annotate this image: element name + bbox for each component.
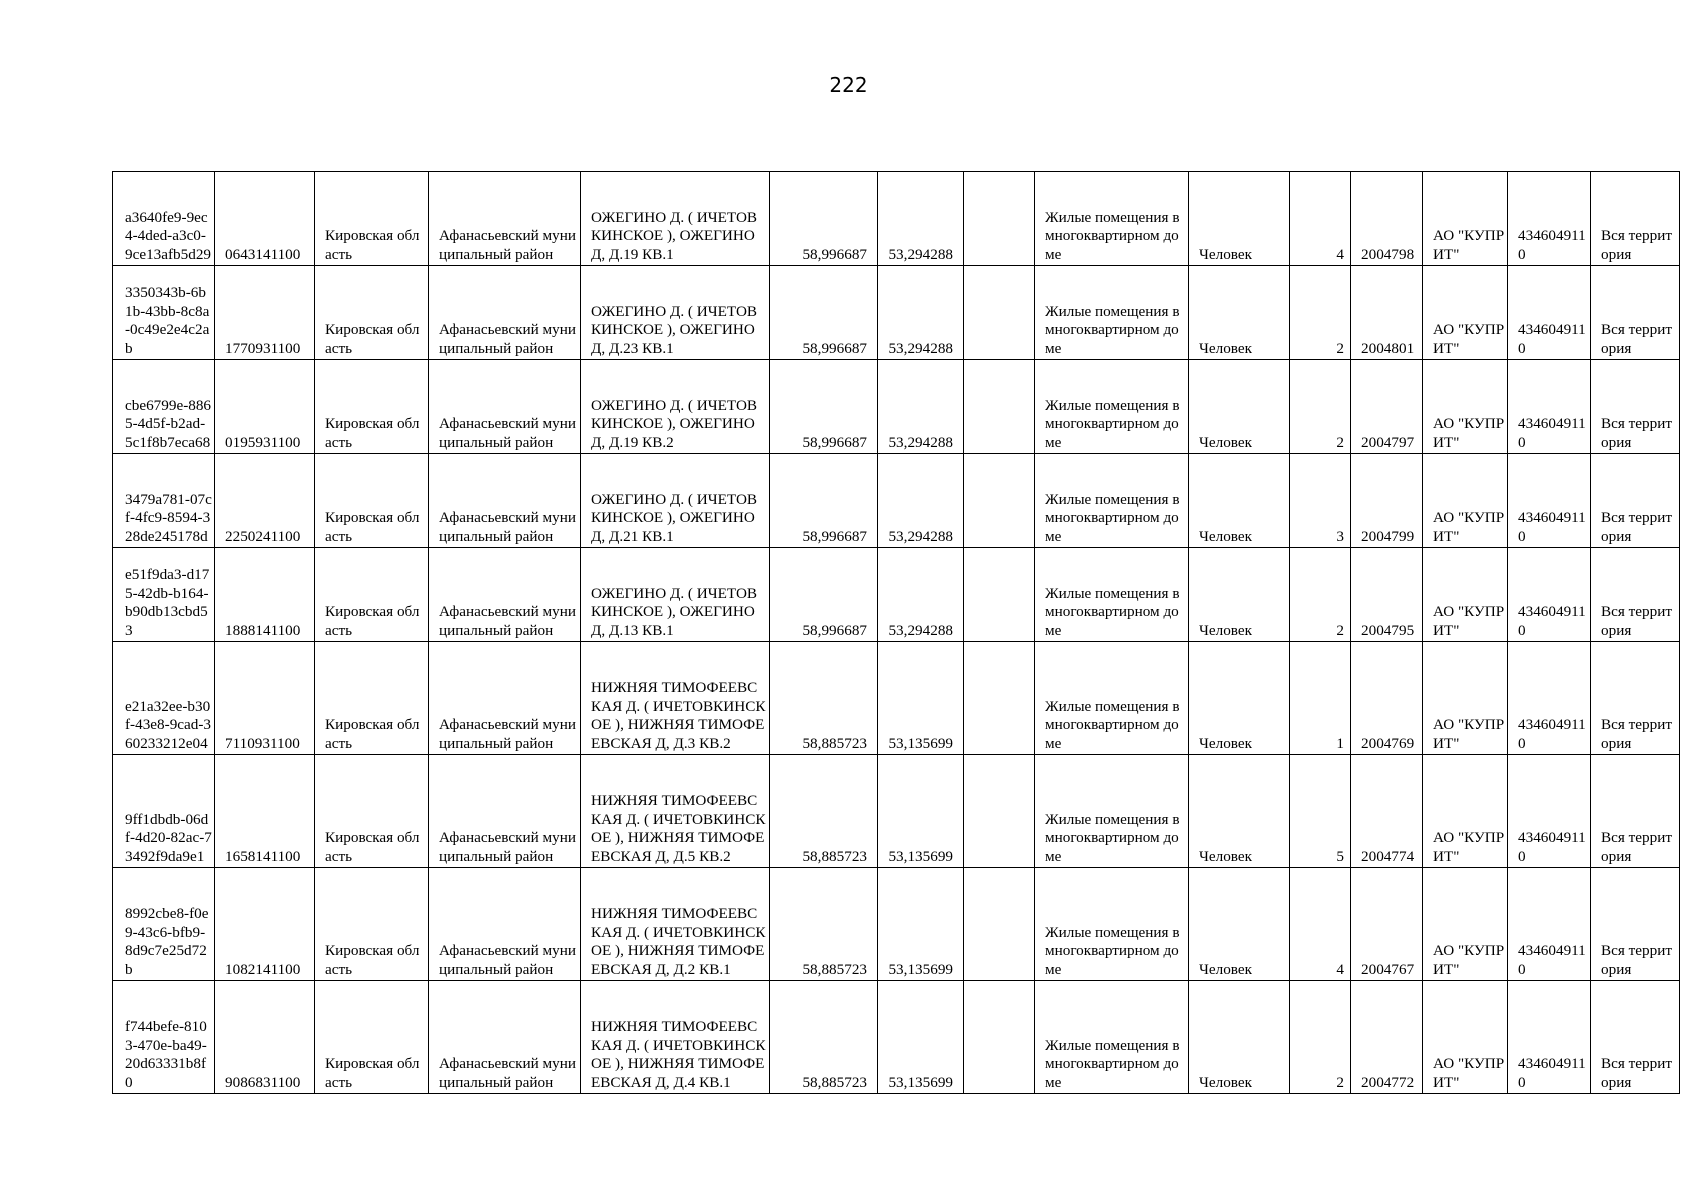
cell-id: 8992cbe8-f0e9-43c6-bfb9-8d9c7e25d72b [113, 868, 215, 981]
cell-object-number: 2004774 [1351, 755, 1423, 868]
cell-id: 9ff1dbdb-06df-4d20-82ac-73492f9da9e1 [113, 755, 215, 868]
cell-id: e51f9da3-d175-42db-b164-b90db13cbd53 [113, 548, 215, 642]
cell-territory: Вся территория [1591, 868, 1680, 981]
cell-organization: АО "КУПРИТ" [1423, 868, 1508, 981]
cell-district: Афанасьевский муниципальный район [429, 548, 581, 642]
cell-territory: Вся территория [1591, 548, 1680, 642]
registry-table [112, 171, 1680, 1094]
table-row [113, 981, 1680, 1094]
cell-latitude: 58,996687 [770, 266, 878, 360]
table-row [113, 172, 1680, 266]
cell-inn: 4346049110 [1508, 981, 1591, 1094]
cell-address: НИЖНЯЯ ТИМОФЕЕВСКАЯ Д. ( ИЧЕТОВКИНСКОЕ ), НИЖНЯЯ ТИМОФЕЕВСКАЯ Д, Д.5 КВ.2 [581, 755, 770, 868]
cell-region: Кировская область [315, 755, 429, 868]
cell-object-type: Жилые помещения в многоквартирном доме [1035, 642, 1189, 755]
table-row [113, 755, 1680, 868]
table-row [113, 454, 1680, 548]
cell-latitude: 58,885723 [770, 642, 878, 755]
cell-inn: 4346049110 [1508, 548, 1591, 642]
cell-object-number: 2004798 [1351, 172, 1423, 266]
cell-code: 0195931100 [215, 360, 315, 454]
table-row [113, 360, 1680, 454]
cell-inn: 4346049110 [1508, 266, 1591, 360]
cell-unit: Человек [1189, 360, 1290, 454]
cell-empty [964, 172, 1035, 266]
cell-district: Афанасьевский муниципальный район [429, 755, 581, 868]
cell-empty [964, 642, 1035, 755]
cell-latitude: 58,885723 [770, 755, 878, 868]
cell-longitude: 53,294288 [878, 266, 964, 360]
cell-longitude: 53,135699 [878, 642, 964, 755]
cell-territory: Вся территория [1591, 454, 1680, 548]
cell-region: Кировская область [315, 266, 429, 360]
cell-unit: Человек [1189, 454, 1290, 548]
cell-latitude: 58,996687 [770, 172, 878, 266]
cell-empty [964, 981, 1035, 1094]
cell-id: a3640fe9-9ec4-4ded-a3c0-9ce13afb5d29 [113, 172, 215, 266]
cell-id: cbe6799e-8865-4d5f-b2ad-5c1f8b7eca68 [113, 360, 215, 454]
cell-inn: 4346049110 [1508, 360, 1591, 454]
cell-address: НИЖНЯЯ ТИМОФЕЕВСКАЯ Д. ( ИЧЕТОВКИНСКОЕ ), НИЖНЯЯ ТИМОФЕЕВСКАЯ Д, Д.2 КВ.1 [581, 868, 770, 981]
cell-inn: 4346049110 [1508, 642, 1591, 755]
cell-code: 1082141100 [215, 868, 315, 981]
cell-longitude: 53,294288 [878, 548, 964, 642]
cell-unit: Человек [1189, 642, 1290, 755]
cell-empty [964, 868, 1035, 981]
cell-id: f744befe-8103-470e-ba49-20d63331b8f0 [113, 981, 215, 1094]
cell-count: 2 [1290, 981, 1351, 1094]
cell-latitude: 58,996687 [770, 360, 878, 454]
cell-unit: Человек [1189, 868, 1290, 981]
cell-region: Кировская область [315, 868, 429, 981]
cell-region: Кировская область [315, 172, 429, 266]
cell-object-type: Жилые помещения в многоквартирном доме [1035, 454, 1189, 548]
cell-organization: АО "КУПРИТ" [1423, 266, 1508, 360]
cell-empty [964, 755, 1035, 868]
cell-id: e21a32ee-b30f-43e8-9cad-360233212e04 [113, 642, 215, 755]
cell-count: 2 [1290, 266, 1351, 360]
cell-unit: Человек [1189, 981, 1290, 1094]
cell-district: Афанасьевский муниципальный район [429, 266, 581, 360]
cell-region: Кировская область [315, 454, 429, 548]
cell-longitude: 53,294288 [878, 454, 964, 548]
cell-object-type: Жилые помещения в многоквартирном доме [1035, 172, 1189, 266]
cell-organization: АО "КУПРИТ" [1423, 172, 1508, 266]
cell-empty [964, 266, 1035, 360]
cell-inn: 4346049110 [1508, 755, 1591, 868]
cell-organization: АО "КУПРИТ" [1423, 642, 1508, 755]
cell-territory: Вся территория [1591, 172, 1680, 266]
cell-longitude: 53,135699 [878, 981, 964, 1094]
cell-count: 4 [1290, 172, 1351, 266]
cell-region: Кировская область [315, 981, 429, 1094]
cell-count: 2 [1290, 548, 1351, 642]
cell-empty [964, 454, 1035, 548]
cell-address: НИЖНЯЯ ТИМОФЕЕВСКАЯ Д. ( ИЧЕТОВКИНСКОЕ ), НИЖНЯЯ ТИМОФЕЕВСКАЯ Д, Д.4 КВ.1 [581, 981, 770, 1094]
cell-latitude: 58,996687 [770, 548, 878, 642]
cell-longitude: 53,135699 [878, 755, 964, 868]
cell-object-type: Жилые помещения в многоквартирном доме [1035, 755, 1189, 868]
cell-address: ОЖЕГИНО Д. ( ИЧЕТОВКИНСКОЕ ), ОЖЕГИНО Д, Д.13 КВ.1 [581, 548, 770, 642]
table-row [113, 266, 1680, 360]
cell-unit: Человек [1189, 266, 1290, 360]
cell-count: 2 [1290, 360, 1351, 454]
cell-unit: Человек [1189, 172, 1290, 266]
cell-longitude: 53,294288 [878, 360, 964, 454]
cell-latitude: 58,885723 [770, 981, 878, 1094]
cell-region: Кировская область [315, 642, 429, 755]
cell-count: 4 [1290, 868, 1351, 981]
cell-district: Афанасьевский муниципальный район [429, 360, 581, 454]
cell-territory: Вся территория [1591, 266, 1680, 360]
cell-territory: Вся территория [1591, 360, 1680, 454]
cell-code: 1658141100 [215, 755, 315, 868]
cell-count: 3 [1290, 454, 1351, 548]
cell-district: Афанасьевский муниципальный район [429, 454, 581, 548]
cell-organization: АО "КУПРИТ" [1423, 755, 1508, 868]
table-row [113, 868, 1680, 981]
cell-district: Афанасьевский муниципальный район [429, 642, 581, 755]
cell-object-type: Жилые помещения в многоквартирном доме [1035, 868, 1189, 981]
table-row [113, 548, 1680, 642]
cell-longitude: 53,294288 [878, 172, 964, 266]
cell-object-type: Жилые помещения в многоквартирном доме [1035, 548, 1189, 642]
cell-object-number: 2004772 [1351, 981, 1423, 1094]
cell-object-type: Жилые помещения в многоквартирном доме [1035, 981, 1189, 1094]
cell-district: Афанасьевский муниципальный район [429, 868, 581, 981]
cell-object-number: 2004801 [1351, 266, 1423, 360]
cell-address: ОЖЕГИНО Д. ( ИЧЕТОВКИНСКОЕ ), ОЖЕГИНО Д, Д.19 КВ.2 [581, 360, 770, 454]
cell-territory: Вся территория [1591, 642, 1680, 755]
cell-code: 1888141100 [215, 548, 315, 642]
cell-latitude: 58,885723 [770, 868, 878, 981]
cell-object-number: 2004795 [1351, 548, 1423, 642]
cell-empty [964, 548, 1035, 642]
page-number: 222 [829, 73, 868, 97]
cell-object-number: 2004769 [1351, 642, 1423, 755]
cell-organization: АО "КУПРИТ" [1423, 360, 1508, 454]
cell-object-number: 2004799 [1351, 454, 1423, 548]
cell-count: 1 [1290, 642, 1351, 755]
cell-object-number: 2004797 [1351, 360, 1423, 454]
table-body [113, 172, 1680, 1094]
cell-id: 3479a781-07cf-4fc9-8594-328de245178d [113, 454, 215, 548]
cell-territory: Вся территория [1591, 755, 1680, 868]
cell-code: 7110931100 [215, 642, 315, 755]
cell-district: Афанасьевский муниципальный район [429, 172, 581, 266]
cell-territory: Вся территория [1591, 981, 1680, 1094]
cell-region: Кировская область [315, 548, 429, 642]
cell-inn: 4346049110 [1508, 454, 1591, 548]
cell-code: 9086831100 [215, 981, 315, 1094]
cell-longitude: 53,135699 [878, 868, 964, 981]
cell-code: 1770931100 [215, 266, 315, 360]
cell-code: 0643141100 [215, 172, 315, 266]
cell-address: ОЖЕГИНО Д. ( ИЧЕТОВКИНСКОЕ ), ОЖЕГИНО Д, Д.23 КВ.1 [581, 266, 770, 360]
cell-code: 2250241100 [215, 454, 315, 548]
cell-inn: 4346049110 [1508, 868, 1591, 981]
cell-unit: Человек [1189, 755, 1290, 868]
cell-inn: 4346049110 [1508, 172, 1591, 266]
cell-address: ОЖЕГИНО Д. ( ИЧЕТОВКИНСКОЕ ), ОЖЕГИНО Д, Д.19 КВ.1 [581, 172, 770, 266]
cell-district: Афанасьевский муниципальный район [429, 981, 581, 1094]
cell-id: 3350343b-6b1b-43bb-8c8a-0c49e2e4c2ab [113, 266, 215, 360]
cell-organization: АО "КУПРИТ" [1423, 981, 1508, 1094]
cell-unit: Человек [1189, 548, 1290, 642]
cell-object-type: Жилые помещения в многоквартирном доме [1035, 266, 1189, 360]
cell-region: Кировская область [315, 360, 429, 454]
cell-organization: АО "КУПРИТ" [1423, 454, 1508, 548]
cell-address: ОЖЕГИНО Д. ( ИЧЕТОВКИНСКОЕ ), ОЖЕГИНО Д, Д.21 КВ.1 [581, 454, 770, 548]
cell-object-type: Жилые помещения в многоквартирном доме [1035, 360, 1189, 454]
cell-object-number: 2004767 [1351, 868, 1423, 981]
table-row [113, 642, 1680, 755]
cell-organization: АО "КУПРИТ" [1423, 548, 1508, 642]
cell-address: НИЖНЯЯ ТИМОФЕЕВСКАЯ Д. ( ИЧЕТОВКИНСКОЕ ), НИЖНЯЯ ТИМОФЕЕВСКАЯ Д, Д.3 КВ.2 [581, 642, 770, 755]
cell-empty [964, 360, 1035, 454]
cell-count: 5 [1290, 755, 1351, 868]
cell-latitude: 58,996687 [770, 454, 878, 548]
